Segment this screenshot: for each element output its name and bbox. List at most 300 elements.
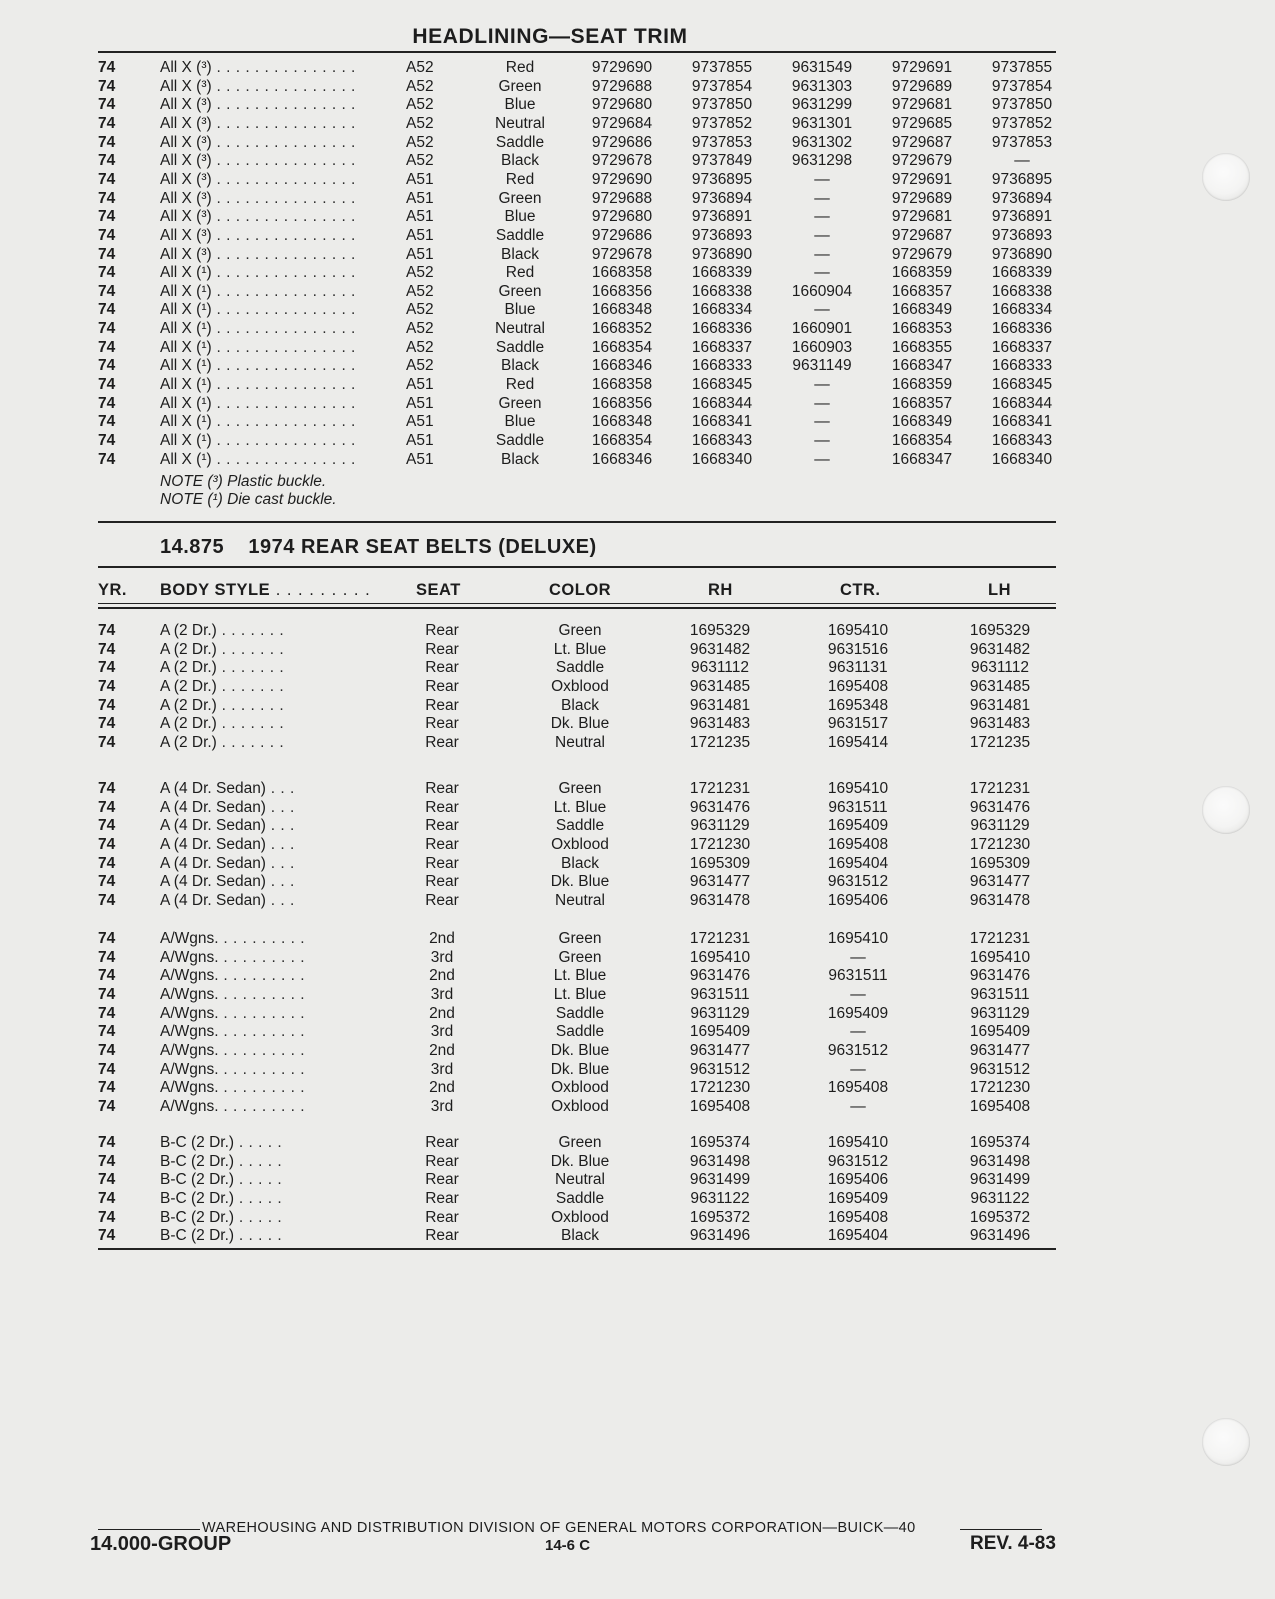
part-number-rh: 1721230 [689, 1079, 751, 1097]
part-number: 9729680 [591, 96, 653, 114]
color: Lt. Blue [553, 640, 607, 658]
body-style: All X (¹) . . . . . . . . . . . . . . . [160, 413, 356, 431]
year: 74 [98, 1060, 116, 1078]
trim-code: A51 [406, 376, 434, 394]
part-number: 1668356 [591, 394, 653, 412]
part-number: 9729687 [891, 133, 953, 151]
part-number: 9729685 [891, 114, 953, 132]
trim-code: A52 [406, 282, 434, 300]
part-number-ctr: — [850, 985, 866, 1003]
seat: Rear [425, 733, 459, 751]
color: Green [498, 282, 542, 300]
trim-code: A51 [406, 245, 434, 263]
table-row [0, 872, 1100, 891]
color: Red [505, 376, 535, 394]
seat: Rear [425, 854, 459, 872]
body-style-label: B-C (2 Dr.) [160, 1152, 235, 1170]
part-number-rh: 9631499 [689, 1171, 751, 1189]
body-style: B-C (2 Dr.) . . . . . [160, 1171, 283, 1189]
part-number: — [814, 170, 830, 188]
body-style-label: All X (¹) [160, 264, 212, 282]
table-row [0, 338, 1100, 357]
table-row [0, 621, 1100, 640]
table-row [0, 356, 1100, 375]
body-style: All X (¹) . . . . . . . . . . . . . . . [160, 282, 356, 300]
part-number-ctr: 1695408 [827, 1208, 889, 1226]
color: Oxblood [551, 1097, 609, 1115]
part-number: 9737854 [691, 77, 753, 95]
year: 74 [98, 891, 116, 909]
year: 74 [98, 264, 116, 282]
body-style-label: All X (³) [160, 133, 212, 151]
body-style-label: A (4 Dr. Sedan) [160, 780, 266, 797]
part-number: 1668344 [691, 394, 753, 412]
year: 74 [98, 1227, 116, 1245]
part-number-lh: 1695372 [969, 1208, 1031, 1226]
color: Red [505, 59, 535, 76]
color: Neutral [495, 114, 545, 132]
divider [98, 1248, 1056, 1250]
table-row [0, 226, 1100, 245]
color: Saddle [495, 226, 545, 244]
part-number: 1668344 [991, 394, 1053, 412]
body-style: A/Wgns. . . . . . . . . . [160, 1041, 306, 1059]
seat: Rear [425, 1171, 459, 1189]
body-style: A (2 Dr.) . . . . . . . [160, 715, 285, 733]
body-style: A (2 Dr.) . . . . . . . [160, 696, 285, 714]
body-style-label: All X (³) [160, 77, 212, 95]
color: Black [561, 1227, 599, 1245]
footer-revision: REV. 4-83 [970, 1533, 1056, 1554]
body-style: All X (³) . . . . . . . . . . . . . . . [160, 59, 356, 76]
table-row [0, 948, 1100, 967]
seat: Rear [425, 715, 459, 733]
part-number-lh: 9631512 [969, 1060, 1031, 1078]
table-row [0, 779, 1100, 798]
year: 74 [98, 245, 116, 263]
part-number-ctr: 9631511 [828, 798, 888, 816]
color: Saddle [555, 1004, 605, 1022]
part-number-ctr: 9631512 [827, 1152, 889, 1170]
table-row [0, 1189, 1100, 1208]
part-number-rh: 1721231 [689, 780, 751, 797]
body-style-label: All X (¹) [160, 357, 212, 375]
part-number-lh: 9631496 [969, 1227, 1031, 1245]
color: Oxblood [551, 677, 609, 695]
table-row [0, 798, 1100, 817]
seat: 3rd [430, 948, 454, 966]
part-number-ctr: 1695410 [827, 622, 889, 639]
part-number-rh: 9631478 [689, 891, 751, 909]
year: 74 [98, 835, 116, 853]
body-style: A/Wgns. . . . . . . . . . [160, 1060, 306, 1078]
table-row [0, 431, 1100, 450]
part-number: 1668334 [991, 301, 1053, 319]
part-number: 9729691 [891, 170, 953, 188]
part-number-lh: 9631476 [969, 798, 1031, 816]
part-number: 1668359 [891, 264, 953, 282]
body-style: A/Wgns. . . . . . . . . . [160, 985, 306, 1003]
color: Dk. Blue [550, 873, 610, 891]
body-style-label: All X (¹) [160, 450, 212, 468]
part-number: 1668336 [691, 320, 753, 338]
part-number-ctr: 1695410 [827, 780, 889, 797]
color: Blue [504, 301, 536, 319]
part-number: 9737855 [991, 59, 1053, 76]
body-style: A (2 Dr.) . . . . . . . [160, 659, 285, 677]
color: Saddle [555, 1189, 605, 1207]
section-title [160, 536, 597, 559]
trim-code: A52 [406, 133, 434, 151]
part-number: 9729689 [891, 189, 953, 207]
footer-page-number: 14-6 C [545, 1537, 591, 1554]
part-number-rh: 9631483 [689, 715, 751, 733]
trim-code: A51 [406, 208, 434, 226]
body-style: All X (³) . . . . . . . . . . . . . . . [160, 226, 356, 244]
color: Green [558, 780, 602, 797]
part-number: 1668357 [891, 394, 953, 412]
part-number-lh: 1721231 [969, 780, 1031, 797]
part-number: 9729690 [591, 170, 653, 188]
color: Saddle [495, 133, 545, 151]
part-number: — [814, 376, 830, 394]
color: Oxblood [551, 1079, 609, 1097]
part-number: 9729684 [591, 114, 653, 132]
color: Lt. Blue [553, 985, 607, 1003]
part-number-ctr: — [850, 948, 866, 966]
part-number-ctr: 9631131 [828, 659, 888, 677]
part-number-rh: 9631482 [689, 640, 751, 658]
part-number-ctr: 1695409 [827, 1004, 889, 1022]
body-style: A (4 Dr. Sedan) . . . [160, 835, 295, 853]
part-number: 9729681 [891, 208, 953, 226]
color: Black [561, 854, 599, 872]
part-number-rh: 9631122 [690, 1189, 750, 1207]
part-number: 1668352 [591, 320, 653, 338]
part-number-lh: 1721230 [969, 1079, 1031, 1097]
color: Saddle [495, 432, 545, 449]
part-number: — [814, 208, 830, 226]
table-row [0, 1152, 1100, 1171]
body-style: A (2 Dr.) . . . . . . . [160, 733, 285, 751]
color: Dk. Blue [550, 1041, 610, 1059]
year: 74 [98, 394, 116, 412]
color: Black [501, 357, 539, 375]
year: 74 [98, 798, 116, 816]
part-number: 1668340 [991, 450, 1053, 468]
color: Red [505, 170, 535, 188]
color: Oxblood [551, 835, 609, 853]
table-row [0, 1004, 1100, 1023]
part-number: 9737854 [991, 77, 1053, 95]
section-heading: 1974 REAR SEAT BELTS (DELUXE) [248, 536, 597, 558]
body-style: A (4 Dr. Sedan) . . . [160, 891, 295, 909]
trim-code: A52 [406, 320, 434, 338]
part-number: — [814, 450, 830, 468]
body-style-label: A/Wgns. [160, 1023, 219, 1041]
body-style-label: All X (¹) [160, 301, 212, 319]
year: 74 [98, 817, 116, 835]
part-number: 9737850 [991, 96, 1053, 114]
body-style-label: A (2 Dr.) [160, 622, 217, 639]
seat: 3rd [430, 985, 454, 1003]
body-style-label: All X (¹) [160, 320, 212, 338]
part-number: — [814, 245, 830, 263]
year: 74 [98, 948, 116, 966]
table-row [0, 375, 1100, 394]
table-row [0, 966, 1100, 985]
part-number: 9736893 [691, 226, 753, 244]
trim-code: A52 [406, 264, 434, 282]
part-number-ctr: 1695409 [827, 1189, 889, 1207]
color: Neutral [555, 891, 605, 909]
body-style-label: B-C (2 Dr.) [160, 1208, 235, 1226]
table-row [0, 1226, 1100, 1245]
table-row [0, 114, 1100, 133]
body-style-label: A/Wgns. [160, 1079, 219, 1097]
seat: Rear [425, 640, 459, 658]
trim-code: A51 [406, 394, 434, 412]
trim-code: A51 [406, 189, 434, 207]
color: Black [561, 696, 599, 714]
year: 74 [98, 357, 116, 375]
body-style: A/Wgns. . . . . . . . . . [160, 948, 306, 966]
part-number: 9736890 [691, 245, 753, 263]
year: 74 [98, 873, 116, 891]
body-style-label: A (4 Dr. Sedan) [160, 891, 266, 909]
trim-code: A52 [406, 114, 434, 132]
part-number: 9737853 [691, 133, 753, 151]
body-style-label: All X (¹) [160, 338, 212, 356]
body-style: All X (³) . . . . . . . . . . . . . . . [160, 208, 356, 226]
seat: Rear [425, 891, 459, 909]
seat: 3rd [430, 1023, 454, 1041]
body-style-label: All X (³) [160, 189, 212, 207]
part-number: 9737852 [691, 114, 753, 132]
part-number: 1660904 [791, 282, 853, 300]
divider [98, 566, 1056, 568]
body-style-label: A (4 Dr. Sedan) [160, 873, 266, 891]
part-number-lh: 1721235 [969, 733, 1031, 751]
year: 74 [98, 152, 116, 170]
year: 74 [98, 1171, 116, 1189]
body-style: A (4 Dr. Sedan) . . . [160, 854, 295, 872]
part-number-ctr: 1695406 [827, 891, 889, 909]
body-style-label: A (4 Dr. Sedan) [160, 835, 266, 853]
divider [98, 603, 1056, 604]
seat: Rear [425, 659, 459, 677]
table-row [0, 282, 1100, 301]
seat: Rear [425, 817, 459, 835]
year: 74 [98, 226, 116, 244]
color: Saddle [555, 817, 605, 835]
year: 74 [98, 733, 116, 751]
part-number: 9729678 [591, 245, 653, 263]
part-number: 9736890 [991, 245, 1053, 263]
body-style: A (2 Dr.) . . . . . . . [160, 677, 285, 695]
part-number-lh: 9631129 [970, 1004, 1030, 1022]
part-number: — [814, 264, 830, 282]
table-row [0, 450, 1100, 469]
table-row [0, 95, 1100, 114]
year: 74 [98, 376, 116, 394]
year: 74 [98, 1189, 116, 1207]
body-style-label: A (4 Dr. Sedan) [160, 854, 266, 872]
color: Red [505, 264, 535, 282]
part-number-ctr: 1695414 [827, 733, 889, 751]
body-style-label: A/Wgns. [160, 1004, 219, 1022]
part-number: 9729689 [891, 77, 953, 95]
color: Dk. Blue [550, 1152, 610, 1170]
year: 74 [98, 1023, 116, 1041]
trim-code: A52 [406, 357, 434, 375]
year: 74 [98, 96, 116, 114]
color: Blue [504, 96, 536, 114]
trim-code: A52 [406, 59, 434, 76]
part-number: 9631149 [792, 357, 852, 375]
body-style: B-C (2 Dr.) . . . . . [160, 1134, 283, 1151]
trim-code: A52 [406, 77, 434, 95]
body-style-label: All X (³) [160, 245, 212, 263]
binder-hole [1202, 1418, 1250, 1466]
part-number: 9631299 [791, 96, 853, 114]
body-style: All X (¹) . . . . . . . . . . . . . . . [160, 394, 356, 412]
color: Green [558, 622, 602, 639]
part-number-rh: 1695409 [689, 1023, 751, 1041]
year: 74 [98, 677, 116, 695]
body-style: All X (¹) . . . . . . . . . . . . . . . [160, 301, 356, 319]
color: Saddle [555, 1023, 605, 1041]
body-style-label: A/Wgns. [160, 948, 219, 966]
part-number-rh: 9631477 [689, 873, 751, 891]
part-number-ctr: 9631517 [827, 715, 889, 733]
part-number: 1668353 [891, 320, 953, 338]
color: Lt. Blue [553, 967, 607, 985]
part-number: 9737850 [691, 96, 753, 114]
part-number: 1668333 [691, 357, 753, 375]
table-row [0, 1022, 1100, 1041]
part-number: 9631302 [791, 133, 853, 151]
body-style-label: All X (³) [160, 208, 212, 226]
footer-group: 14.000-GROUP [90, 1533, 232, 1555]
part-number-rh: 9631129 [690, 817, 750, 835]
seat: Rear [425, 1152, 459, 1170]
part-number: 9736891 [691, 208, 753, 226]
year: 74 [98, 432, 116, 449]
part-number-rh: 1721231 [689, 930, 751, 947]
year: 74 [98, 77, 116, 95]
color: Black [501, 245, 539, 263]
part-number: 1668358 [591, 376, 653, 394]
body-style: All X (¹) . . . . . . . . . . . . . . . [160, 264, 356, 282]
part-number: 1660901 [791, 320, 853, 338]
trim-code: A52 [406, 152, 434, 170]
table-row [0, 300, 1100, 319]
part-number: — [1014, 152, 1030, 170]
seat: 2nd [429, 930, 455, 947]
year: 74 [98, 59, 116, 76]
part-number: 1668345 [691, 376, 753, 394]
part-number-ctr: 1695408 [827, 677, 889, 695]
part-number: 9729688 [591, 189, 653, 207]
body-style: B-C (2 Dr.) . . . . . [160, 1208, 283, 1226]
trim-code: A51 [406, 170, 434, 188]
year: 74 [98, 854, 116, 872]
seat: 2nd [429, 1004, 455, 1022]
body-style: A (4 Dr. Sedan) . . . [160, 873, 295, 891]
part-number: 1668340 [691, 450, 753, 468]
color: Green [498, 394, 542, 412]
part-number: 1668356 [591, 282, 653, 300]
body-style: All X (³) . . . . . . . . . . . . . . . [160, 170, 356, 188]
year: 74 [98, 930, 116, 947]
body-style: A/Wgns. . . . . . . . . . [160, 1004, 306, 1022]
part-number: 9736894 [991, 189, 1053, 207]
part-number: 1668349 [891, 301, 953, 319]
table-row [0, 985, 1100, 1004]
body-style-label: B-C (2 Dr.) [160, 1171, 235, 1189]
part-number: 1668348 [591, 301, 653, 319]
body-style-label: All X (³) [160, 170, 212, 188]
table-row [0, 1208, 1100, 1227]
year: 74 [98, 640, 116, 658]
part-number: 9736895 [691, 170, 753, 188]
divider [98, 607, 1056, 609]
body-style-label: A (2 Dr.) [160, 677, 217, 695]
body-style-label: All X (¹) [160, 376, 212, 394]
part-number-lh: 9631129 [970, 817, 1030, 835]
table-row [0, 696, 1100, 715]
body-style-label: A/Wgns. [160, 985, 219, 1003]
body-style: All X (¹) . . . . . . . . . . . . . . . [160, 338, 356, 356]
year: 74 [98, 715, 116, 733]
color: Green [558, 930, 602, 947]
body-style-label: All X (¹) [160, 432, 212, 449]
body-style: All X (³) . . . . . . . . . . . . . . . [160, 245, 356, 263]
part-number-ctr: 9631512 [827, 1041, 889, 1059]
part-number: 9729678 [591, 152, 653, 170]
body-style: A (2 Dr.) . . . . . . . [160, 640, 285, 658]
body-style: All X (³) . . . . . . . . . . . . . . . [160, 152, 356, 170]
part-number-rh: 9631476 [689, 798, 751, 816]
seat: Rear [425, 780, 459, 797]
color: Lt. Blue [553, 798, 607, 816]
year: 74 [98, 114, 116, 132]
year: 74 [98, 338, 116, 356]
part-number: 1668346 [591, 450, 653, 468]
part-number-lh: 9631511 [970, 985, 1030, 1003]
part-number-lh: 9631476 [969, 967, 1031, 985]
table-row [0, 189, 1100, 208]
seat: 2nd [429, 1079, 455, 1097]
part-number: 1660903 [791, 338, 853, 356]
body-style-label: B-C (2 Dr.) [160, 1189, 235, 1207]
year: 74 [98, 1004, 116, 1022]
year: 74 [98, 1134, 116, 1151]
seat: 3rd [430, 1097, 454, 1115]
seat: 3rd [430, 1060, 454, 1078]
year: 74 [98, 301, 116, 319]
part-number-rh: 9631476 [689, 967, 751, 985]
part-number-ctr: 1695410 [827, 930, 889, 947]
body-style-label: All X (¹) [160, 394, 212, 412]
part-number: — [814, 413, 830, 431]
part-number-rh: 9631481 [689, 696, 751, 714]
header-yr: YR. [98, 581, 128, 599]
body-style: A/Wgns. . . . . . . . . . [160, 1023, 306, 1041]
color: Black [501, 450, 539, 468]
part-number-rh: 9631496 [689, 1227, 751, 1245]
